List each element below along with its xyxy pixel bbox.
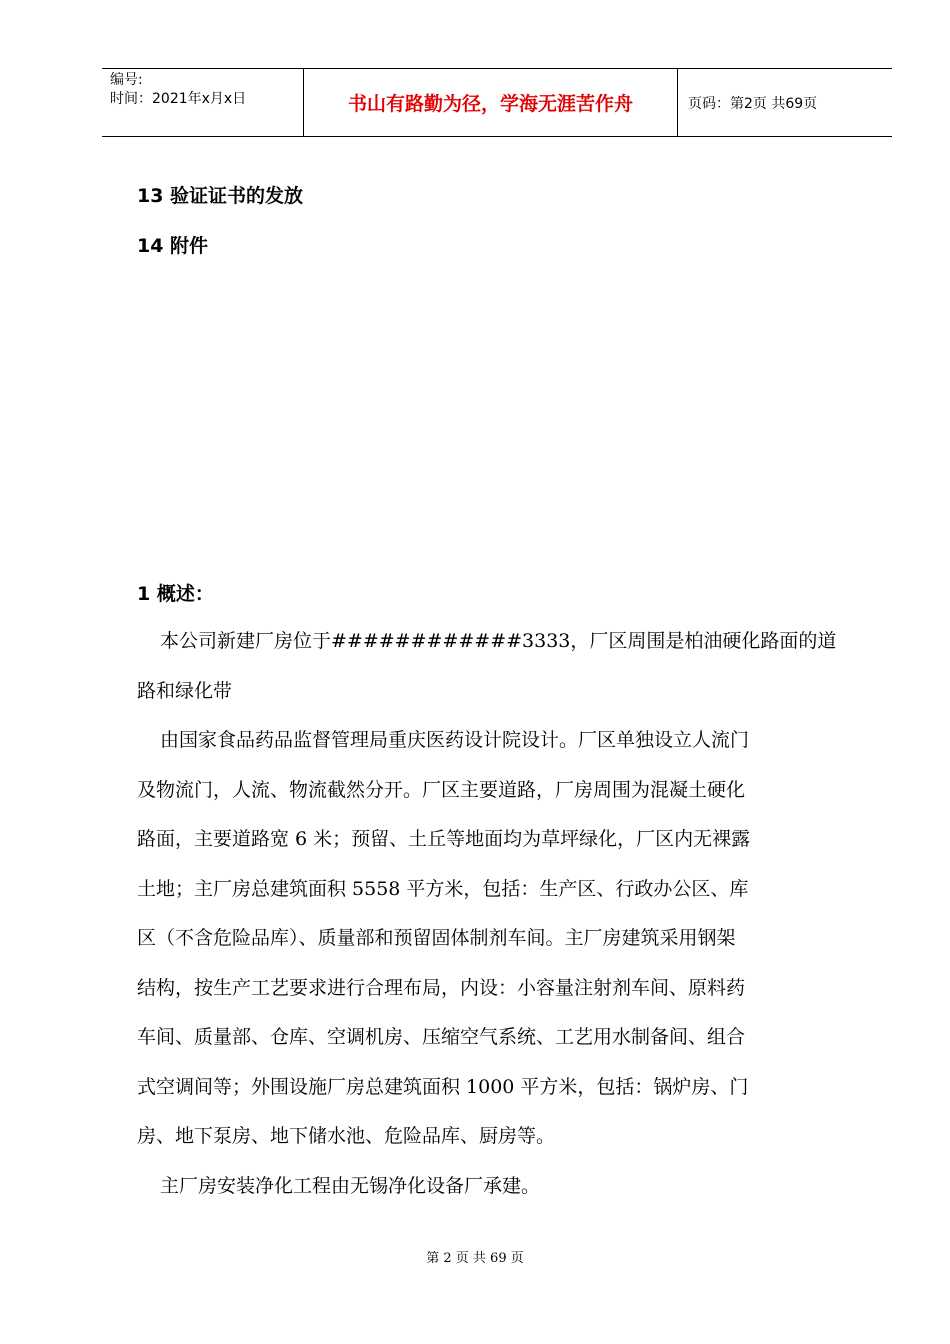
paragraph-line: 本公司新建厂房位于############3333，厂区周围是柏油硬化路面的道 [160,630,837,652]
paragraph-line: 房、地下泵房、地下储水池、危险品库、厨房等。 [137,1125,556,1147]
paragraph-line: 土地；主厂房总建筑面积 5558 平方米，包括：生产区、行政办公区、库 [137,877,749,900]
page-footer: 第 2 页 共 69 页 [426,1251,524,1266]
toc-item-14: 14 附件 [137,235,209,257]
paragraph-line: 路和绿化带 [137,679,233,702]
paragraph-line: 由国家食品药品监督管理局重庆医药设计院设计。厂区单独设立人流门 [160,729,750,751]
overview-body [137,617,861,1211]
header-page-info: 页码：第2页 共69页 [688,95,818,112]
paragraph-line: 式空调间等；外围设施厂房总建筑面积 1000 平方米，包括：锅炉房、门 [137,1075,749,1098]
toc-item-13: 13 验证证书的发放 [137,185,304,207]
page-header [102,68,892,137]
paragraph-line: 车间、质量部、仓库、空调机房、压缩空气系统、工艺用水制备间、组合 [137,1026,746,1048]
paragraph-line: 结构，按生产工艺要求进行合理布局，内设：小容量注射剂车间、原料药 [137,976,746,999]
paragraph-line: 主厂房安装净化工程由无锡净化设备厂承建。 [160,1174,541,1197]
paragraph-line: 及物流门，人流、物流截然分开。厂区主要道路，厂房周围为混凝土硬化 [137,778,746,801]
paragraph-line: 路面，主要道路宽 6 米；预留、土丘等地面均为草坪绿化，厂区内无裸露 [137,828,751,850]
time-label: 时间：2021年x月x日 [110,91,247,107]
paragraph-line: 区（不含危险品库）、质量部和预留固体制剂车间。主厂房建筑采用钢架 [137,927,736,949]
section-title: 1 概述： [137,583,214,605]
number-label: 编号: [110,72,143,88]
header-meta [102,69,304,136]
header-motto: 书山有路勤为径，学海无涯苦作舟 [304,69,678,136]
